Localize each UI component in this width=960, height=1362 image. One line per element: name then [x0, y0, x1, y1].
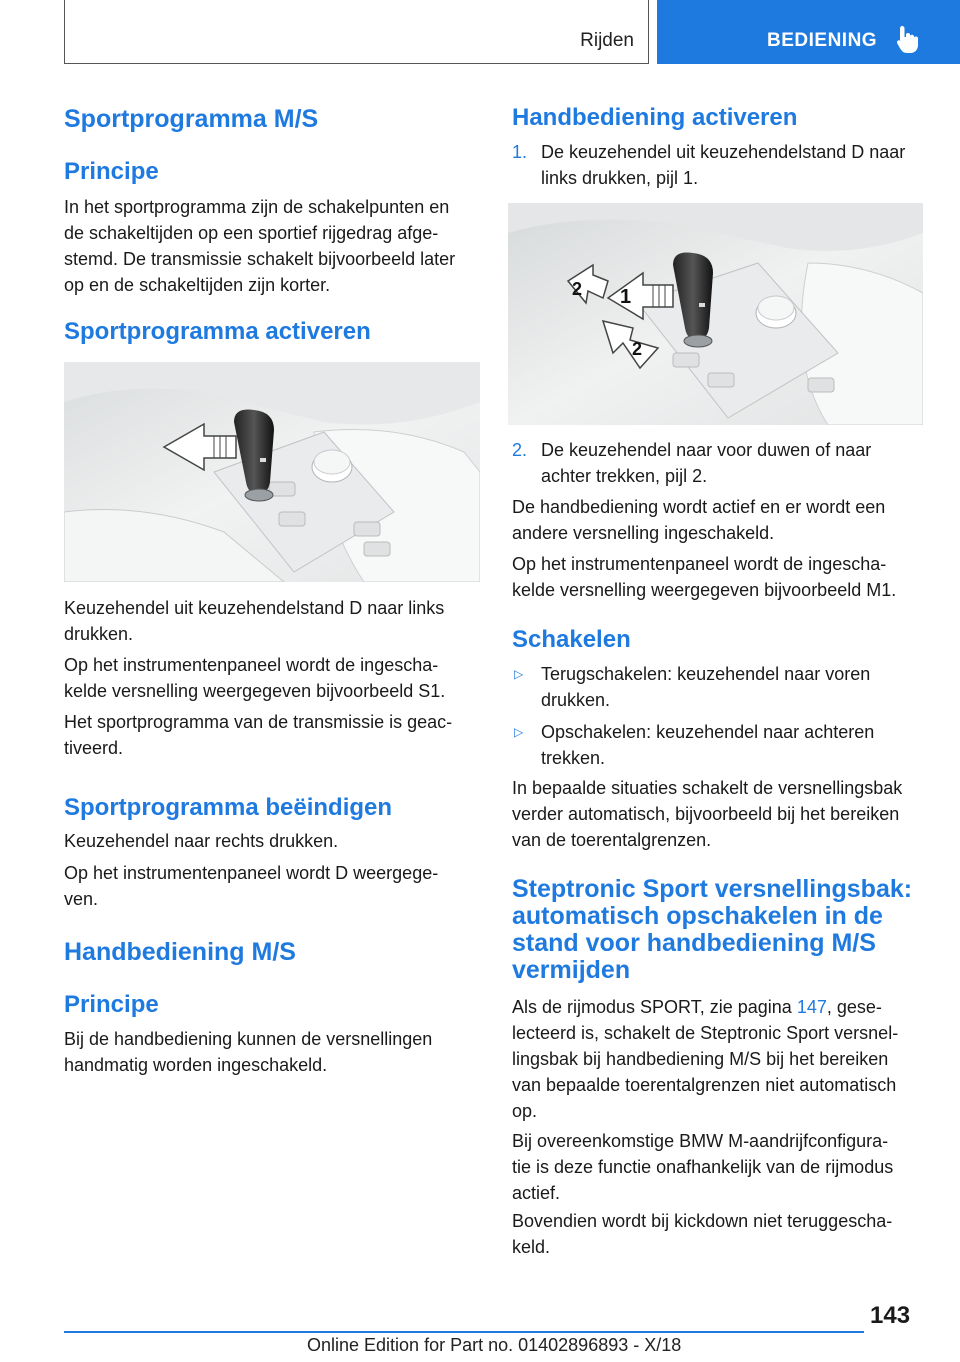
figure-label-2-top: 2	[572, 279, 583, 299]
sport-end-heading: Sportprogramma beëindigen	[64, 794, 393, 821]
step-1-number: 1.	[512, 142, 528, 162]
sportprogramma-title: Sportprogramma M/S	[64, 105, 319, 133]
manual-activate-heading: Handbediening activeren	[512, 104, 798, 131]
sport-activate-p3: Het sportprogramma van de transmissie is geac- tiveerd.	[64, 712, 453, 758]
sport-end-p2: Op het instrumentenpaneel wordt D weergege- ven.	[64, 863, 439, 909]
manual-display-paragraph: Op het instrumentenpaneel wordt de ingescha- kelde versnelling weergegeven bijvoorbeeld M1.	[512, 554, 897, 600]
steptronic-p2: Bij overeenkomstige BMW M-aandrijfconfigura- tie is deze functie onafhankelijk van de rijmodus actief.	[512, 1131, 894, 1203]
principe-heading: Principe	[64, 158, 159, 185]
page-number: 143	[870, 1302, 911, 1329]
header-chapter-label: Rijden	[580, 30, 634, 51]
sport-activate-p2: Op het instrumentenpaneel wordt de ingescha- kelde versnelling weergegeven bijvoorbeeld S1.	[64, 655, 446, 701]
handbediening-title: Handbediening M/S	[64, 938, 296, 966]
bullet-downshift: Terugschakelen: keuzehendel naar voren drukken.	[541, 664, 871, 710]
step-2-number: 2.	[512, 440, 528, 460]
header-section-box	[657, 0, 960, 64]
gear-selector-figure-right	[508, 203, 923, 425]
hand-pointer-icon	[895, 24, 921, 54]
bullet-upshift: Opschakelen: keuzehendel naar achteren trekken.	[541, 722, 875, 768]
steptronic-p1: Als de rijmodus SPORT, zie pagina 147, gese- lecteerd is, schakelt de Steptronic Sport versnel- lingsbak bij handbediening M/S bij het bereiken van bepaalde toerentalgrenzen niet automatisch op.	[512, 997, 899, 1121]
figure-label-1: 1	[620, 286, 632, 308]
header-section-label: BEDIENING	[767, 30, 878, 51]
manual-principe-heading: Principe	[64, 991, 159, 1018]
step-1-text: De keuzehendel uit keuzehendelstand D naar links drukken, pijl 1.	[541, 142, 906, 188]
bullet-triangle-icon: ▷	[514, 667, 524, 681]
page-link-147[interactable]: 147	[796, 997, 827, 1017]
gear-selector-arrows-illustration	[508, 203, 923, 425]
gear-selector-figure-left	[64, 362, 480, 582]
figure-label-2-bottom: 2	[632, 339, 643, 359]
sport-activate-heading: Sportprogramma activeren	[64, 318, 371, 345]
sport-end-p1: Keuzehendel naar rechts drukken.	[64, 831, 339, 851]
gear-selector-illustration	[64, 362, 480, 582]
sport-activate-p1: Keuzehendel uit keuzehendelstand D naar links drukken.	[64, 598, 445, 644]
step-2-text: De keuzehendel naar voor duwen of naar achter trekken, pijl 2.	[541, 440, 872, 486]
footer-divider	[64, 1331, 864, 1333]
bullet-triangle-icon: ▷	[514, 725, 524, 739]
steptronic-p3: Bovendien wordt bij kickdown niet teruggescha- keld.	[512, 1211, 893, 1257]
principe-paragraph: In het sportprogramma zijn de schakelpunten en de schakeltijden op een sportief rijgedrag afge- stemd. De transmissie schakelt bijvoorbeeld later op en de schakeltijden zijn korter.	[64, 197, 456, 295]
header-chapter-box	[64, 0, 649, 64]
manual-active-paragraph: De handbediening wordt actief en er wordt een andere versnelling ingeschakeld.	[512, 497, 886, 543]
shift-auto-paragraph: In bepaalde situaties schakelt de versnellingsbak verder automatisch, bijvoorbeeld bij het bereiken van de toerentalgrenzen.	[512, 778, 903, 850]
steptronic-heading: Steptronic Sport versnellingsbak: automatisch opschakelen in de stand voor handbediening M/S vermijden	[512, 875, 913, 984]
manual-principe-paragraph: Bij de handbediening kunnen de versnellingen handmatig worden ingeschakeld.	[64, 1029, 433, 1075]
footer-edition: Online Edition for Part no. 01402896893 - X/18	[307, 1335, 682, 1355]
schakelen-heading: Schakelen	[512, 626, 631, 653]
